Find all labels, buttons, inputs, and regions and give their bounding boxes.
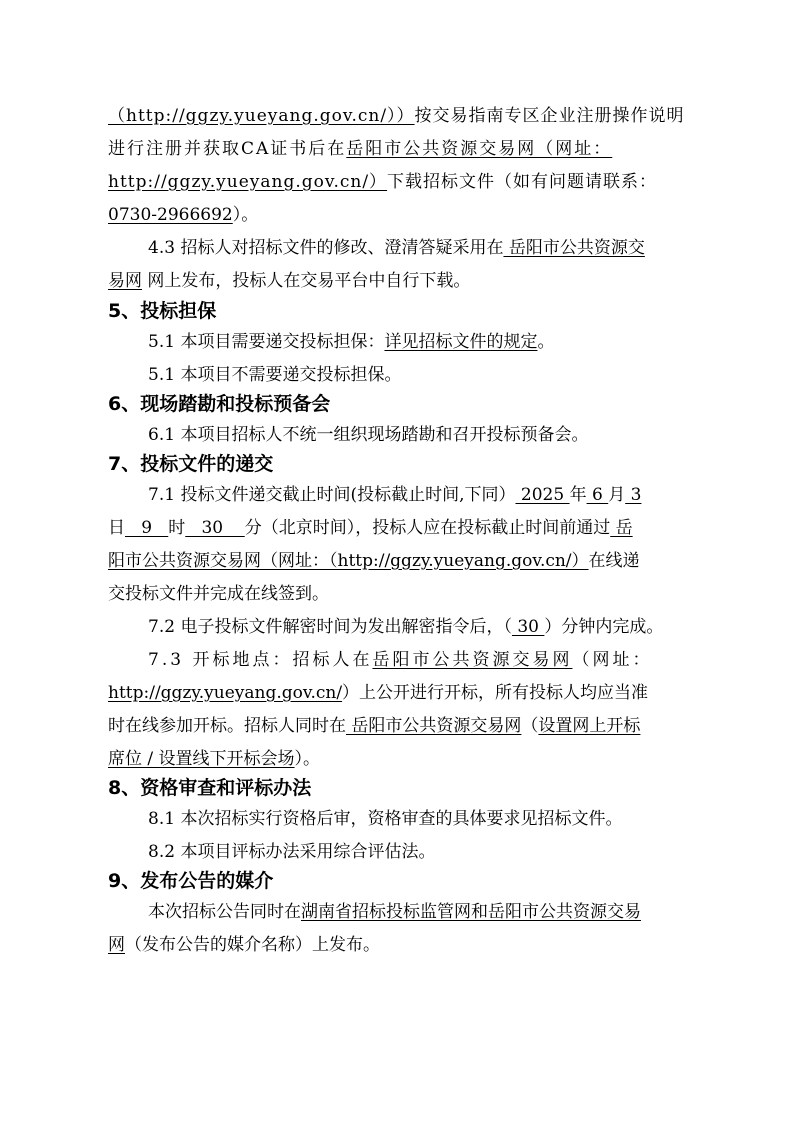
section-6-heading: 6、现场踏勘和投标预备会 bbox=[108, 393, 331, 415]
para-7-1-line-2: 日 9 时 30 分（北京时间），投标人应在投标截止时间前通过 岳 bbox=[108, 518, 633, 538]
platform-name: 岳 bbox=[610, 518, 633, 538]
para-4-3-line-2: 易网 网上发布，投标人在交易平台中自行下载。 bbox=[108, 271, 471, 291]
section-9-heading: 9、发布公告的媒介 bbox=[108, 870, 274, 892]
sec4-line-2: 进行注册并获取CA证书后在岳阳市公共资源交易网（网址： bbox=[108, 139, 613, 159]
contact-phone: 0730-2966692 bbox=[108, 205, 233, 225]
website-url-link[interactable]: 阳市公共资源交易网（网址：（http://ggzy.yueyang.gov.cn/） bbox=[108, 551, 589, 571]
para-7-1-line-4: 交投标文件并完成在线签到。 bbox=[108, 584, 329, 604]
website-url-link[interactable]: （http://ggzy.yueyang.gov.cn/）） bbox=[108, 106, 415, 126]
para-7-3-line-4: 席位 / 设置线下开标会场）。 bbox=[108, 749, 321, 769]
media-name: 网 bbox=[108, 935, 125, 955]
platform-name: 易网 bbox=[108, 271, 142, 291]
para-8-1: 8.1 本次招标实行资格后审，资格审查的具体要求见招标文件。 bbox=[148, 809, 623, 829]
para-9-line-2: 网（发布公告的媒介名称）上发布。 bbox=[108, 935, 380, 955]
para-7-3-line-3: 时在线参加开标。招标人同时在 岳阳市公共资源交易网（设置网上开标 bbox=[108, 716, 641, 736]
sec4-line-3: http://ggzy.yueyang.gov.cn/）下载招标文件（如有问题请联系： bbox=[108, 172, 658, 192]
website-url-link[interactable]: http://ggzy.yueyang.gov.cn/ bbox=[108, 683, 343, 703]
deadline-year: 2025 bbox=[515, 485, 570, 505]
deadline-month: 6 bbox=[586, 485, 609, 505]
opening-mode: 设置网上开标 bbox=[538, 716, 641, 736]
platform-name: 岳阳市公共资源交 bbox=[503, 238, 645, 258]
section-8-heading: 8、资格审查和评标办法 bbox=[108, 777, 312, 799]
para-7-1-line-3: 阳市公共资源交易网（网址：（http://ggzy.yueyang.gov.cn/）在线递 bbox=[108, 551, 640, 571]
para-9-line-1: 本次招标公告同时在湖南省招标投标监管网和岳阳市公共资源交易 bbox=[148, 902, 641, 922]
guarantee-requirement: 详见招标文件的规定 bbox=[384, 332, 538, 352]
section-7-heading: 7、投标文件的递交 bbox=[108, 453, 274, 475]
sec4-line-1: （http://ggzy.yueyang.gov.cn/））按交易指南专区企业注册操作说明 bbox=[108, 106, 685, 126]
section-5-heading: 5、投标担保 bbox=[108, 300, 217, 322]
para-7-2: 7.2 电子投标文件解密时间为发出解密指令后，（ 30 ）分钟内完成。 bbox=[148, 617, 664, 637]
platform-name: 岳阳市公共资源交易网 bbox=[346, 716, 522, 736]
decrypt-minutes: 30 bbox=[511, 617, 545, 637]
para-8-2: 8.2 本项目评标办法采用综合评估法。 bbox=[148, 842, 436, 862]
para-4-3-line-1: 4.3 招标人对招标文件的修改、澄清答疑采用在 岳阳市公共资源交 bbox=[148, 238, 645, 258]
para-7-3-line-1: 7.3 开标地点：招标人在岳阳市公共资源交易网（网址： bbox=[148, 650, 653, 670]
platform-name: 岳阳市公共资源交易网 bbox=[372, 650, 573, 670]
website-url-link[interactable]: http://ggzy.yueyang.gov.cn/） bbox=[108, 172, 388, 192]
para-7-3-line-2: http://ggzy.yueyang.gov.cn/）上公开进行开标，所有投标人均应当准 bbox=[108, 683, 649, 703]
deadline-hour: 9 bbox=[125, 518, 169, 538]
para-5-1b: 5.1 本项目不需要递交投标担保。 bbox=[148, 365, 402, 385]
opening-mode: 席位 / 设置线下开标会场 bbox=[108, 749, 295, 769]
para-7-1-line-1: 7.1 投标文件递交截止时间(投标截止时间,下同） 2025 年 6 月 3 bbox=[148, 485, 642, 505]
deadline-minute: 30 bbox=[185, 518, 245, 538]
deadline-day: 3 bbox=[625, 485, 642, 505]
para-6-1: 6.1 本项目招标人不统一组织现场踏勘和召开投标预备会。 bbox=[148, 425, 589, 445]
para-5-1a: 5.1 本项目需要递交投标担保：详见招标文件的规定。 bbox=[148, 332, 555, 352]
platform-name: 岳阳市公共资源交易网（网址： bbox=[346, 139, 613, 159]
sec4-line-4: 0730-2966692）。 bbox=[108, 205, 259, 225]
media-name: 湖南省招标投标监管网和岳阳市公共资源交易 bbox=[301, 902, 641, 922]
